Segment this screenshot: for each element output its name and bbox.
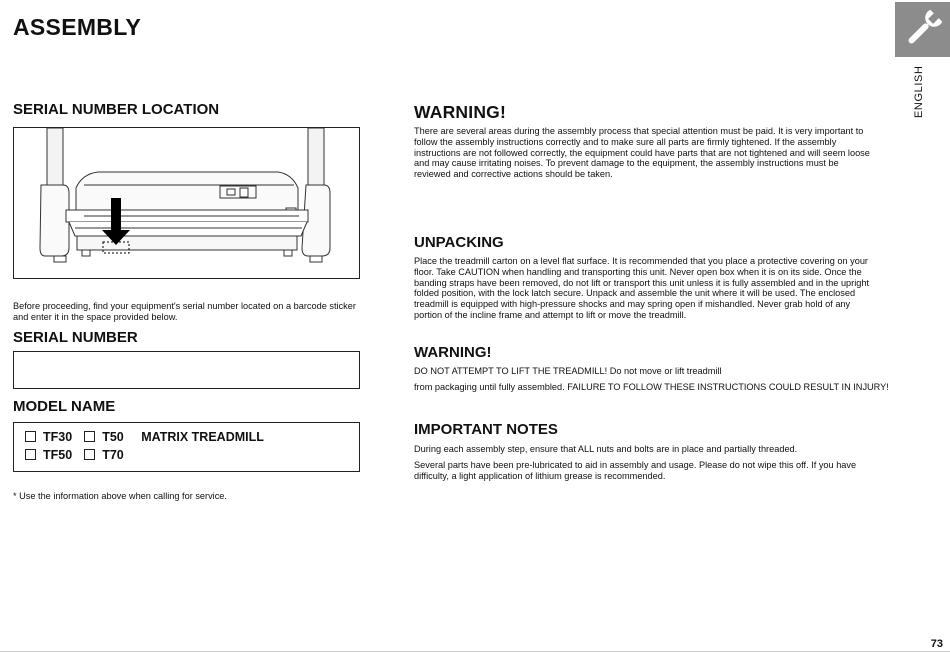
model-name-box: [13, 422, 360, 472]
warning-heading-1: WARNING!: [414, 102, 507, 122]
warning-text-1: There are several areas during the assembly process that special attention must be paid. It is very important to follow the assembly instructions correctly and to make sure all parts are firmly tightened. If the assembly instructions are not followed correctly, the equipment could have parts that are not tightened and will seem loose and may cause irritating noises. To prevent damage to the equipment, the assembly instructions must be reviewed and corrective actions should be taken.: [414, 126, 870, 180]
serial-location-heading: SERIAL NUMBER LOCATION: [13, 101, 220, 118]
page-title: ASSEMBLY: [13, 14, 142, 40]
unpacking-heading: UNPACKING: [414, 234, 504, 251]
arrow-down-icon: [111, 198, 121, 232]
section-tab: [895, 2, 950, 57]
checkbox-tf50[interactable]: [25, 449, 36, 460]
warning-text-2b: from packaging until fully assembled. FAILURE TO FOLLOW THESE INSTRUCTIONS COULD RESULT IN INJURY!: [414, 382, 889, 392]
serial-number-field[interactable]: [13, 351, 360, 389]
checkbox-t50[interactable]: [84, 431, 95, 442]
bottom-divider: [0, 651, 950, 652]
model-name-heading: MODEL NAME: [13, 398, 116, 415]
treadmill-illustration: [13, 127, 360, 279]
serial-number-heading: SERIAL NUMBER: [13, 329, 138, 346]
model-t50-label: T50: [102, 430, 124, 444]
warning-text-2a: DO NOT ATTEMPT TO LIFT THE TREADMILL! Do not move or lift treadmill: [414, 366, 722, 376]
model-tf50-label: TF50: [43, 448, 73, 462]
unpacking-text: Place the treadmill carton on a level flat surface. It is recommended that you place a protective covering on your floor. Take CAUTION when handling and transporting this unit. Never open box when it is on its side. Once the banding straps have been removed, do not lift or transport this unit unless it is fully assembled and in the upright folded position, with the lock latch secure. Unpack and assemble the unit where it will be used. The enclosed treadmill is equipped with high-pressure shocks and may spring open if mishandled. Never grab hold of any portion of the incline frame and attempt to lift or move the treadmill.: [414, 256, 870, 320]
service-footnote: * Use the information above when calling for service.: [13, 491, 227, 501]
product-name: MATRIX TREADMILL: [141, 430, 264, 444]
warning-heading-2: WARNING!: [414, 344, 492, 361]
notes-text-1: During each assembly step, ensure that ALL nuts and bolts are in place and partially threaded.: [414, 444, 798, 454]
model-tf30-label: TF30: [43, 430, 73, 444]
model-t70-label: T70: [102, 448, 124, 462]
checkbox-tf30[interactable]: [25, 431, 36, 442]
wrench-icon: [895, 2, 950, 57]
page-number: 73: [930, 638, 943, 650]
serial-location-text: Before proceeding, find your equipment's serial number located on a barcode sticker and enter it in the space provided below.: [13, 301, 356, 322]
notes-text-2: Several parts have been pre-lubricated to aid in assembly and usage. Please do not wipe this off. If you have difficulty, a light application of lithium grease is recommended.: [414, 460, 857, 481]
language-label: ENGLISH: [913, 65, 925, 118]
checkbox-t70[interactable]: [84, 449, 95, 460]
important-notes-heading: IMPORTANT NOTES: [414, 421, 558, 438]
treadmill-drawing: [14, 128, 359, 278]
